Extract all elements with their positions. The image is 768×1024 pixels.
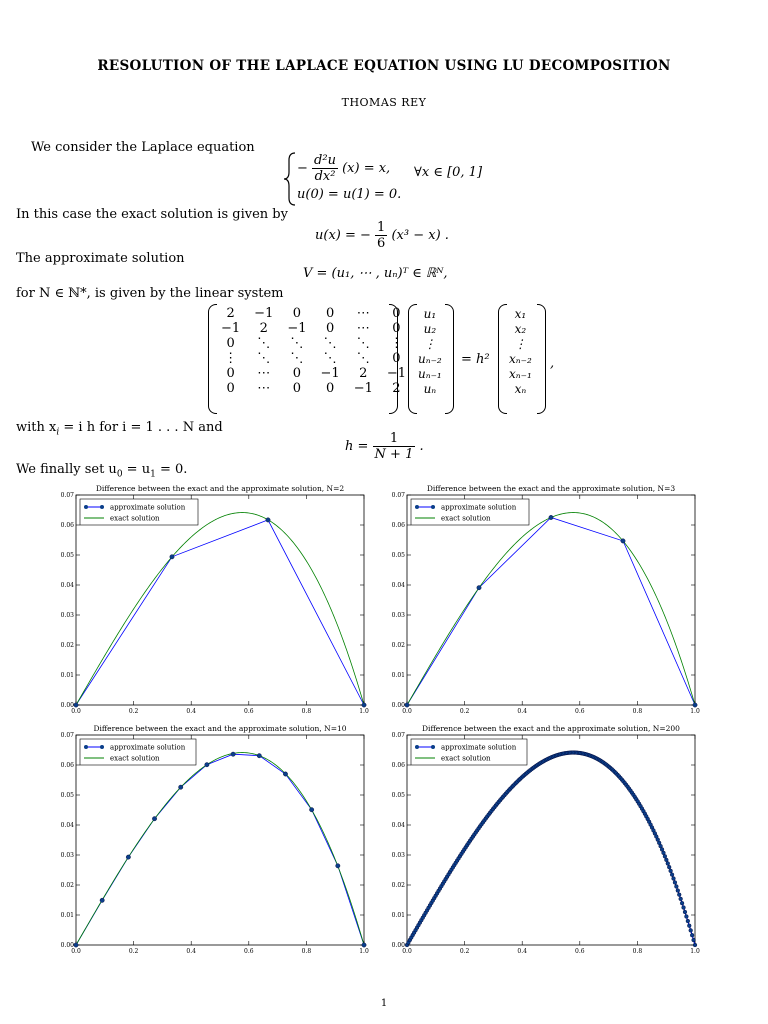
approximate-solution-point <box>663 854 667 858</box>
y-tick-label: 0.02 <box>60 642 74 649</box>
legend-approx-label: approximate solution <box>441 743 517 752</box>
approximate-solution-point <box>205 763 209 767</box>
approximate-solution-point <box>100 898 104 902</box>
legend-approx-marker <box>431 505 435 509</box>
legend-approx-marker <box>415 745 419 749</box>
vector-x-cell: xₙ₋₁ <box>509 366 532 381</box>
matrix-cell: ⋮ <box>389 336 403 351</box>
legend-approx-marker <box>84 745 88 749</box>
approximate-solution-point <box>666 862 670 866</box>
vector-definition: V = (u₁, ⋯ , uₙ)ᵀ ∈ ℝᴺ, <box>303 266 448 281</box>
x-tick-label: 0.0 <box>71 948 81 955</box>
second-derivative-fraction <box>312 153 338 184</box>
x-tick-label: 0.4 <box>517 708 527 715</box>
matrix-cell: 2 <box>359 366 368 381</box>
y-tick-label: 0.00 <box>60 942 74 949</box>
y-tick-label: 0.07 <box>60 492 74 499</box>
legend-approx-marker <box>84 505 88 509</box>
vector-u-row <box>414 366 446 381</box>
matrix-cell: −1 <box>254 306 274 321</box>
tridiagonal-matrix <box>208 304 407 414</box>
matrix-cell: ⋱ <box>323 336 337 351</box>
matrix-row <box>214 336 413 351</box>
vector-u-cell: uₙ <box>423 381 437 396</box>
x-tick-label: 0.2 <box>459 948 470 955</box>
matrix-cell: ⋱ <box>356 351 370 366</box>
approximate-solution-point <box>692 938 696 942</box>
plot-frame <box>76 735 364 945</box>
approximate-solution-point <box>662 851 666 855</box>
approximate-solution-point <box>687 924 691 928</box>
fraction-numerator: 1 <box>373 431 416 447</box>
step-size-equation <box>345 431 424 462</box>
y-tick-label: 0.04 <box>391 582 405 589</box>
boundary-setting-text: We finally set $u_0 = u_1 = 0$. <box>16 462 188 480</box>
matrix-cell: 0 <box>392 321 401 336</box>
exact-solution-line <box>76 513 364 705</box>
legend-exact-label: exact solution <box>110 514 160 523</box>
approximate-solution-point <box>170 555 174 559</box>
approximate-solution-point <box>673 881 677 885</box>
vector-x-cell: xₙ₋₂ <box>509 351 532 366</box>
matrix-cell: 2 <box>259 321 268 336</box>
y-tick-label: 0.04 <box>391 822 405 829</box>
x-tick-label: 0.0 <box>402 948 412 955</box>
chart-10 <box>61 724 369 955</box>
x-tick-label: 0.6 <box>244 948 254 955</box>
x-tick-label: 0.2 <box>128 948 139 955</box>
vector-x-cell: ⋮ <box>514 336 527 351</box>
vector-x-row <box>505 381 536 396</box>
vector-x-cell: x₁ <box>514 306 527 321</box>
vector-x-cell: x₂ <box>514 321 527 336</box>
legend-exact-label: exact solution <box>441 754 491 763</box>
y-tick-label: 0.06 <box>60 762 74 769</box>
page-number: 1 <box>380 998 388 1009</box>
fraction-denominator: dx² <box>314 169 336 184</box>
vector-x-row <box>505 336 536 351</box>
fraction-denominator: 6 <box>377 236 386 251</box>
approximate-solution-point <box>405 703 409 707</box>
matrix-cell: 2 <box>392 381 401 396</box>
approximate-solution-point <box>669 869 673 873</box>
matrix-cell: 0 <box>325 306 335 321</box>
legend-approx-marker <box>100 505 104 509</box>
chart-title: Difference between the exact and the approximate solution, N=10 <box>93 724 347 733</box>
vector-x-table <box>505 306 536 396</box>
matrix-cell: ⋱ <box>257 336 271 351</box>
y-tick-label: 0.04 <box>60 822 74 829</box>
approximate-solution-line <box>76 520 364 705</box>
approximate-solution-line <box>76 754 364 945</box>
plot-frame <box>407 735 695 945</box>
eq-left: u(x) = − <box>315 228 371 243</box>
eq-right: (x³ − x) . <box>391 228 449 243</box>
exact-solution-text: In this case the exact solution is given by <box>16 207 288 222</box>
x-tick-label: 0.4 <box>186 948 196 955</box>
chart-2 <box>61 484 369 715</box>
y-tick-label: 0.01 <box>391 672 405 679</box>
exact-solution-equation <box>315 220 449 251</box>
approximate-solution-point <box>152 817 156 821</box>
vector-u-cell: uₙ₋₂ <box>418 351 442 366</box>
matrix-cell: −1 <box>287 321 307 336</box>
approximate-solution-point <box>693 703 697 707</box>
y-tick-label: 0.07 <box>391 732 405 739</box>
y-tick-label: 0.00 <box>391 702 405 709</box>
approximate-solution-point <box>680 901 684 905</box>
right-paren <box>537 304 546 414</box>
approximate-solution-point <box>682 906 686 910</box>
boundary-condition: u(0) = u(1) = 0. <box>297 187 402 202</box>
approximate-solution-point <box>231 752 235 756</box>
matrix-cell: ⋱ <box>290 351 304 366</box>
approximate-solution-point <box>283 772 287 776</box>
x-tick-label: 1.0 <box>359 948 369 955</box>
approximate-solution-point <box>362 703 366 707</box>
x-tick-label: 0.4 <box>186 708 196 715</box>
y-tick-label: 0.07 <box>391 492 405 499</box>
chart-title: Difference between the exact and the approximate solution, N=2 <box>95 484 345 493</box>
paper-title: RESOLUTION OF THE LAPLACE EQUATION USING LU DECOMPOSITION <box>97 58 671 74</box>
domain-condition: ∀x ∈ [0, 1] <box>414 165 483 180</box>
matrix-cell: 2 <box>226 306 235 321</box>
y-tick-label: 0.06 <box>391 522 405 529</box>
matrix-row <box>214 321 413 336</box>
approximate-solution-point <box>74 943 78 947</box>
matrix-row <box>214 366 413 381</box>
legend-approx-marker <box>100 745 104 749</box>
vector-u-table <box>414 306 446 396</box>
approximate-solution-line <box>407 753 695 945</box>
approximate-solution-point <box>686 919 690 923</box>
matrix-cell: 0 <box>226 366 235 381</box>
matrix-cell: 0 <box>292 366 302 381</box>
approximate-solution-point <box>336 864 340 868</box>
matrix-cell: 0 <box>392 351 401 366</box>
matrix-cell: 0 <box>392 306 401 321</box>
approximate-solution-point <box>477 586 481 590</box>
y-tick-label: 0.01 <box>391 912 405 919</box>
x-tick-label: 0.0 <box>71 708 81 715</box>
y-tick-label: 0.00 <box>60 702 74 709</box>
matrix-cell: 0 <box>226 336 235 351</box>
vector-u-row <box>414 321 446 336</box>
minus-sign: − <box>297 161 308 176</box>
vector-u-row <box>414 336 446 351</box>
approximate-solution-point <box>693 943 697 947</box>
matrix-cell: ⋱ <box>257 351 271 366</box>
x-tick-label: 0.8 <box>301 708 312 715</box>
vector-u-cell: ⋮ <box>423 336 436 351</box>
matrix-cell: 0 <box>325 321 335 336</box>
linear-system-text: for N ∈ ℕ*, is given by the linear system <box>16 286 284 301</box>
y-tick-label: 0.06 <box>60 522 74 529</box>
approximate-solution-point <box>683 910 687 914</box>
x-tick-label: 1.0 <box>690 708 700 715</box>
approximate-solution-point <box>690 933 694 937</box>
x-tick-label: 1.0 <box>359 708 369 715</box>
paper-author: THOMAS REY <box>341 96 427 109</box>
x-tick-label: 0.4 <box>517 948 527 955</box>
y-tick-label: 0.05 <box>391 552 405 559</box>
x-tick-label: 0.8 <box>301 948 312 955</box>
y-tick-label: 0.02 <box>391 642 405 649</box>
matrix-cell: ⋱ <box>356 336 370 351</box>
matrix-row <box>214 306 413 321</box>
y-tick-label: 0.02 <box>391 882 405 889</box>
y-tick-label: 0.01 <box>60 672 74 679</box>
vector-u-row <box>414 381 446 396</box>
legend-approx-label: approximate solution <box>441 503 517 512</box>
approximate-solution-point <box>667 865 671 869</box>
approximate-solution-point <box>257 754 261 758</box>
approximate-solution-point <box>362 943 366 947</box>
legend-approx-label: approximate solution <box>110 503 186 512</box>
y-tick-label: 0.05 <box>60 552 74 559</box>
y-tick-label: 0.05 <box>60 792 74 799</box>
charts-figure <box>0 480 768 980</box>
x-tick-label: 1.0 <box>690 948 700 955</box>
chart-3 <box>392 484 700 715</box>
approximate-solution-point <box>676 889 680 893</box>
matrix-row <box>214 381 413 396</box>
x-tick-label: 0.6 <box>244 708 254 715</box>
y-tick-label: 0.06 <box>391 762 405 769</box>
x-tick-label: 0.8 <box>632 708 643 715</box>
y-tick-label: 0.05 <box>391 792 405 799</box>
matrix-cell: ⋱ <box>290 336 304 351</box>
legend-approx-marker <box>415 505 419 509</box>
y-tick-label: 0.07 <box>60 732 74 739</box>
legend-approx-label: approximate solution <box>110 743 186 752</box>
approximate-solution-point <box>549 515 553 519</box>
exact-solution-line <box>407 753 695 945</box>
exact-solution-line <box>76 753 364 945</box>
one-sixth-fraction <box>375 220 387 251</box>
approximate-solution-point <box>670 873 674 877</box>
x-tick-label: 0.2 <box>459 708 470 715</box>
text-part: = i h for i = 1 . . . N and <box>59 420 223 435</box>
approximate-solution-point <box>679 897 683 901</box>
y-tick-label: 0.04 <box>60 582 74 589</box>
approximate-solution-point <box>689 929 693 933</box>
fraction-denominator: N + 1 <box>374 447 414 462</box>
grid-definition-text: with $x_i = i$ h for i = 1 . . . N and <box>16 420 223 438</box>
x-tick-label: 0.8 <box>632 948 643 955</box>
vector-u-cell: u₂ <box>423 321 437 336</box>
x-tick-label: 0.6 <box>575 708 585 715</box>
vector-x-row <box>505 321 536 336</box>
text-part: = 0. <box>155 462 188 477</box>
legend-exact-label: exact solution <box>110 754 160 763</box>
approximate-solution-point <box>266 518 270 522</box>
approximate-solution-point <box>74 703 78 707</box>
y-tick-label: 0.03 <box>60 612 74 619</box>
matrix-cell: ⋯ <box>356 306 370 321</box>
right-paren <box>445 304 454 414</box>
approximate-solution-point <box>672 877 676 881</box>
x-tick-label: 0.0 <box>402 708 412 715</box>
legend-approx-marker <box>431 745 435 749</box>
step-fraction <box>373 431 416 462</box>
matrix-cell: 0 <box>292 381 302 396</box>
matrix-cell: −1 <box>320 366 340 381</box>
vector-u-cell: u₁ <box>423 306 437 321</box>
y-tick-label: 0.03 <box>391 612 405 619</box>
matrix-cell: −1 <box>353 381 373 396</box>
vector-x-cell: xₙ <box>514 381 527 396</box>
vector-u-row <box>414 306 446 321</box>
matrix-cell: 0 <box>325 381 335 396</box>
matrix-cell: ⋮ <box>224 351 238 366</box>
matrix-cell: −1 <box>386 366 407 381</box>
y-tick-label: 0.03 <box>391 852 405 859</box>
y-tick-label: 0.03 <box>60 852 74 859</box>
y-tick-label: 0.02 <box>60 882 74 889</box>
vector-x-row <box>505 366 536 381</box>
approximate-solution-point <box>126 855 130 859</box>
approx-solution-text: The approximate solution <box>16 251 185 266</box>
y-tick-label: 0.01 <box>60 912 74 919</box>
approximate-solution-point <box>621 539 625 543</box>
matrix-cell: 0 <box>292 306 302 321</box>
plot-frame <box>76 495 364 705</box>
matrix-cell: ⋯ <box>257 366 271 381</box>
matrix-table <box>214 306 413 396</box>
approximate-solution-point <box>685 915 689 919</box>
vector-x-row <box>505 351 536 366</box>
chart-title: Difference between the exact and the approximate solution, N=200 <box>422 724 680 733</box>
text-part: = u <box>122 462 151 477</box>
unknown-vector <box>408 304 454 414</box>
matrix-cell: −1 <box>221 321 241 336</box>
approximate-solution-point <box>677 893 681 897</box>
matrix-cell: ⋯ <box>257 381 271 396</box>
plot-frame <box>407 495 695 705</box>
vector-x-row <box>505 306 536 321</box>
chart-200 <box>392 724 700 955</box>
vector-u-cell: uₙ₋₁ <box>418 366 442 381</box>
approximate-solution-point <box>674 885 678 889</box>
legend-exact-label: exact solution <box>441 514 491 523</box>
y-tick-label: 0.00 <box>391 942 405 949</box>
equals-h-squared: = h² <box>461 352 490 367</box>
fraction-numerator: 1 <box>377 220 386 235</box>
system-comma: , <box>550 356 555 371</box>
approximate-solution-point <box>309 808 313 812</box>
matrix-row <box>214 351 413 366</box>
matrix-cell: ⋯ <box>356 321 370 336</box>
rhs-vector <box>498 304 546 414</box>
chart-title: Difference between the exact and the approximate solution, N=3 <box>426 484 676 493</box>
laplace-equation <box>297 153 390 184</box>
approximate-solution-point <box>664 858 668 862</box>
matrix-cell: 0 <box>226 381 235 396</box>
text-part: We finally set u <box>16 462 117 477</box>
approximate-solution-point <box>179 785 183 789</box>
x-tick-label: 0.6 <box>575 948 585 955</box>
text-part: with x <box>16 420 57 435</box>
matrix-cell: ⋱ <box>323 351 337 366</box>
eq-right: . <box>419 439 424 454</box>
fraction-numerator: d²u <box>314 153 336 168</box>
intro-text: We consider the Laplace equation <box>31 140 255 155</box>
approximate-solution-line <box>407 518 695 706</box>
vector-u-row <box>414 351 446 366</box>
equation-rhs: (x) = x, <box>342 161 391 176</box>
eq-left: h = <box>345 439 369 454</box>
x-tick-label: 0.2 <box>128 708 139 715</box>
exact-solution-line <box>407 513 695 705</box>
